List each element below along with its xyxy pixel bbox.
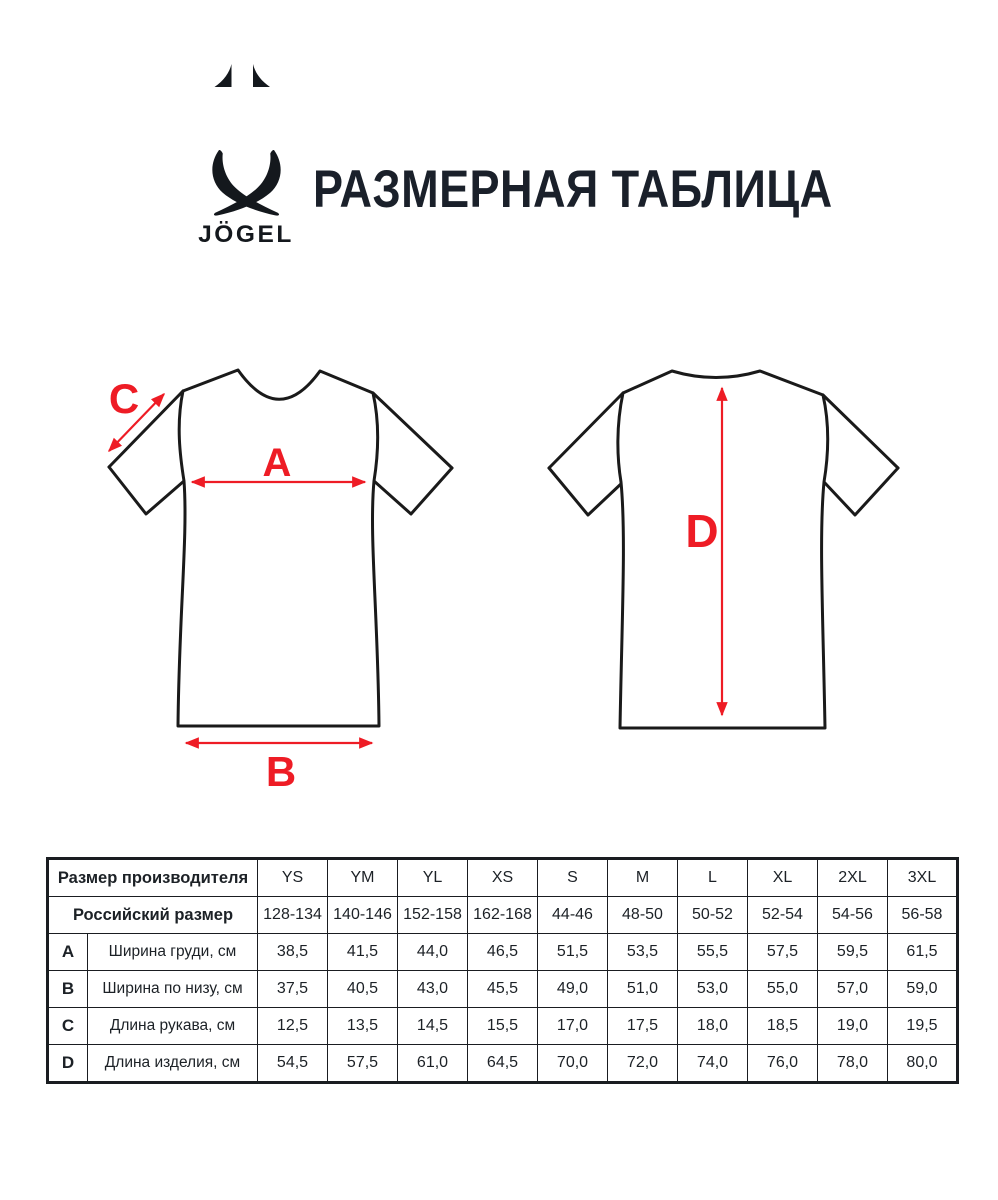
measure-value-cell: 17,0 [538,1008,608,1045]
measure-value-cell: 49,0 [538,971,608,1008]
table-row [48,897,958,934]
russian-size-cell: 162-168 [468,897,538,934]
russian-size-cell: 44-46 [538,897,608,934]
measure-value-cell: 57,5 [748,934,818,971]
size-code-cell: YM [328,859,398,897]
back-left-sleeve-end [549,468,623,515]
russian-size-cell: 140-146 [328,897,398,934]
front-shirt-body [178,370,379,726]
russian-size-header: Российский размер [48,897,258,934]
measure-name-cell: Длина рукава, см [88,1008,258,1045]
measure-value-cell: 55,5 [678,934,748,971]
table-row [48,934,958,971]
measure-value-cell: 46,5 [468,934,538,971]
measure-value-cell: 18,5 [748,1008,818,1045]
measure-letter-cell: A [48,934,88,971]
measure-label-c: C [108,375,140,422]
measure-value-cell: 59,0 [888,971,958,1008]
measure-name-cell: Длина изделия, см [88,1045,258,1083]
measure-value-cell: 76,0 [748,1045,818,1083]
russian-size-cell: 56-58 [888,897,958,934]
size-table [46,857,959,1084]
table-row [48,971,958,1008]
page-title: РАЗМЕРНАЯ ТАБЛИЦА [313,160,833,219]
front-shirt-outline [109,370,452,726]
brand-logo [198,150,294,247]
back-shirt-outline [549,371,898,728]
back-left-sleeve [549,393,623,468]
size-code-cell: M [608,859,678,897]
measure-value-cell: 51,5 [538,934,608,971]
measure-label-a: A [262,441,292,485]
measure-value-cell: 64,5 [468,1045,538,1083]
front-right-sleeve-end [374,468,452,514]
measure-name-cell: Ширина по низу, см [88,971,258,1008]
brand-wordmark: JÖGEL [198,221,294,248]
russian-size-cell: 48-50 [608,897,678,934]
measure-letter-cell: C [48,1008,88,1045]
front-left-sleeve-end [109,467,184,514]
jogel-mark-icon [204,150,289,218]
measure-value-cell: 12,5 [258,1008,328,1045]
measure-value-cell: 78,0 [818,1045,888,1083]
manufacturer-size-header: Размер производителя [48,859,258,897]
size-code-cell: XS [468,859,538,897]
measure-value-cell: 18,0 [678,1008,748,1045]
back-right-sleeve-end [824,468,898,515]
measure-value-cell: 51,0 [608,971,678,1008]
size-code-cell: YS [258,859,328,897]
russian-size-cell: 152-158 [398,897,468,934]
measure-value-cell: 41,5 [328,934,398,971]
measure-value-cell: 15,5 [468,1008,538,1045]
table-row [48,859,958,897]
size-code-cell: S [538,859,608,897]
measure-value-cell: 17,5 [608,1008,678,1045]
measure-value-cell: 57,5 [328,1045,398,1083]
measure-value-cell: 53,5 [608,934,678,971]
measure-value-cell: 44,0 [398,934,468,971]
measure-value-cell: 57,0 [818,971,888,1008]
measure-value-cell: 59,5 [818,934,888,971]
size-code-cell: 2XL [818,859,888,897]
size-code-cell: L [678,859,748,897]
measure-label-d: D [685,505,719,557]
measure-value-cell: 37,5 [258,971,328,1008]
measure-value-cell: 40,5 [328,971,398,1008]
measurement-diagram [40,340,970,810]
measure-value-cell: 70,0 [538,1045,608,1083]
measure-value-cell: 55,0 [748,971,818,1008]
measure-value-cell: 72,0 [608,1045,678,1083]
measure-label-b: B [265,748,297,795]
russian-size-cell: 128-134 [258,897,328,934]
measure-value-cell: 13,5 [328,1008,398,1045]
measure-value-cell: 74,0 [678,1045,748,1083]
back-right-sleeve [823,395,898,468]
measure-name-cell: Ширина груди, см [88,934,258,971]
measure-value-cell: 53,0 [678,971,748,1008]
measure-value-cell: 38,5 [258,934,328,971]
measure-value-cell: 45,5 [468,971,538,1008]
measure-letter-cell: B [48,971,88,1008]
measure-value-cell: 61,0 [398,1045,468,1083]
measure-value-cell: 14,5 [398,1008,468,1045]
size-code-cell: YL [398,859,468,897]
size-code-cell: 3XL [888,859,958,897]
size-code-cell: XL [748,859,818,897]
russian-size-cell: 52-54 [748,897,818,934]
measure-value-cell: 43,0 [398,971,468,1008]
measure-value-cell: 19,5 [888,1008,958,1045]
measure-letter-cell: D [48,1045,88,1083]
measure-value-cell: 19,0 [818,1008,888,1045]
front-right-sleeve [373,393,452,468]
cropped-logo-tips-icon [212,62,272,88]
russian-size-cell: 54-56 [818,897,888,934]
measure-value-cell: 61,5 [888,934,958,971]
table-row [48,1008,958,1045]
measure-value-cell: 54,5 [258,1045,328,1083]
measure-value-cell: 80,0 [888,1045,958,1083]
russian-size-cell: 50-52 [678,897,748,934]
table-row [48,1045,958,1083]
